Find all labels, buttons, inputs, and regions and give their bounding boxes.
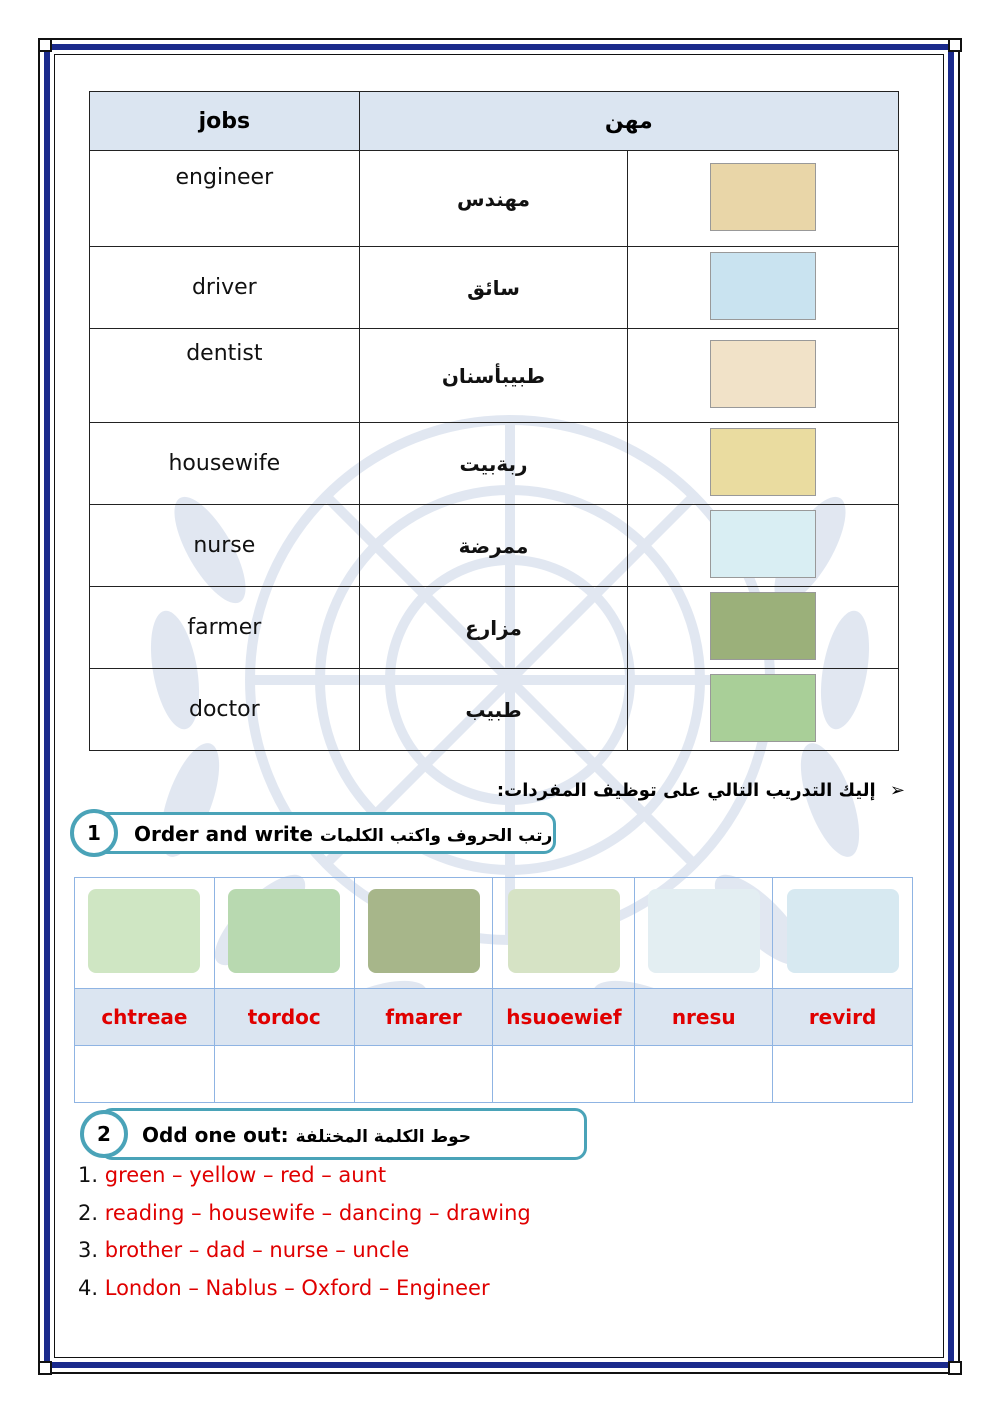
nurse-picture: [648, 889, 760, 973]
picture-cell: [773, 878, 913, 989]
table-row: [90, 505, 899, 587]
item-number: 3.: [78, 1238, 99, 1262]
driver-picture: [787, 889, 899, 973]
scrambled-word: nresu: [635, 989, 773, 1046]
corner-ornament: [948, 1361, 962, 1375]
picture-cell: [214, 878, 354, 989]
jobs-vocabulary-table: [89, 91, 899, 751]
word-english: dentist: [90, 329, 360, 423]
table-row: [90, 587, 899, 669]
driver-picture: [710, 252, 816, 320]
answer-field[interactable]: [214, 1046, 354, 1103]
table-row: [90, 329, 899, 423]
corner-ornament: [38, 1361, 52, 1375]
job-picture-cell: [628, 329, 899, 423]
exercise1-title-en: Order and write: [134, 822, 313, 846]
job-picture-cell: [628, 505, 899, 587]
word-arabic: سائق: [359, 247, 628, 329]
pictures-row: [75, 878, 913, 989]
corner-ornament: [948, 38, 962, 52]
odd-one-out-item: [78, 1201, 531, 1225]
word-arabic: ممرضة: [359, 505, 628, 587]
word-arabic: طبيب: [359, 669, 628, 751]
exercise2-title-ar: حوط الكلمة المختلفة: [295, 1127, 472, 1147]
item-words[interactable]: London – Nablus – Oxford – Engineer: [104, 1276, 490, 1300]
exercise2-title: [142, 1123, 471, 1147]
housewife-picture: [710, 428, 816, 496]
job-picture-cell: [628, 669, 899, 751]
table-row: [90, 247, 899, 329]
answer-field[interactable]: [493, 1046, 635, 1103]
word-english: doctor: [90, 669, 360, 751]
exercise-instruction: [497, 780, 905, 801]
engineer-picture: [710, 163, 816, 231]
scrambled-word: hsuoewief: [493, 989, 635, 1046]
exercise1-number-badge: 1: [70, 809, 118, 857]
odd-one-out-item: [78, 1238, 409, 1262]
scrambled-word: fmarer: [354, 989, 493, 1046]
job-picture-cell: [628, 247, 899, 329]
scrambled-words-row: [75, 989, 913, 1046]
item-words[interactable]: reading – housewife – dancing – drawing: [104, 1201, 531, 1225]
picture-cell: [635, 878, 773, 989]
header-jobs: jobs: [90, 92, 360, 151]
item-words[interactable]: green – yellow – red – aunt: [104, 1163, 387, 1187]
word-english: engineer: [90, 151, 360, 247]
arrow-bullet-icon: ➢: [889, 780, 905, 801]
word-arabic: مهندس: [359, 151, 628, 247]
exercise1-title: [134, 822, 552, 846]
scrambled-word: chtreae: [75, 989, 215, 1046]
picture-cell: [75, 878, 215, 989]
exercise2-title-en: Odd one out:: [142, 1123, 289, 1147]
odd-one-out-item: [78, 1276, 490, 1300]
scrambled-word: revird: [773, 989, 913, 1046]
word-arabic: طبيبأسنان: [359, 329, 628, 423]
instruction-text: إليك التدريب التالي على توظيف المفردات:: [496, 780, 876, 801]
item-number: 4.: [78, 1276, 99, 1300]
housewife-picture: [508, 889, 620, 973]
exercise2-number-badge: 2: [80, 1110, 128, 1158]
word-english: farmer: [90, 587, 360, 669]
job-picture-cell: [628, 151, 899, 247]
farmer-picture: [710, 592, 816, 660]
doctor-picture: [228, 889, 340, 973]
item-words[interactable]: brother – dad – nurse – uncle: [104, 1238, 410, 1262]
word-english: driver: [90, 247, 360, 329]
answer-field[interactable]: [75, 1046, 215, 1103]
item-number: 1.: [78, 1163, 99, 1187]
word-arabic: مزارع: [359, 587, 628, 669]
odd-one-out-item: [78, 1163, 386, 1187]
table-header-row: [90, 92, 899, 151]
word-english: nurse: [90, 505, 360, 587]
job-picture-cell: [628, 587, 899, 669]
table-row: [90, 669, 899, 751]
picture-cell: [493, 878, 635, 989]
table-row: [90, 423, 899, 505]
scrambled-word: tordoc: [214, 989, 354, 1046]
word-arabic: ربةبيت: [359, 423, 628, 505]
order-and-write-table: [74, 877, 913, 1103]
dentist-picture: [710, 340, 816, 408]
corner-ornament: [38, 38, 52, 52]
item-number: 2.: [78, 1201, 99, 1225]
word-english: housewife: [90, 423, 360, 505]
exercise1-title-ar: رتب الحروف واكتب الكلمات: [319, 826, 553, 846]
teacher-picture: [88, 889, 200, 973]
nurse-picture: [710, 510, 816, 578]
answer-field[interactable]: [354, 1046, 493, 1103]
farmer-picture: [368, 889, 480, 973]
job-picture-cell: [628, 423, 899, 505]
doctor-picture: [710, 674, 816, 742]
answer-field[interactable]: [773, 1046, 913, 1103]
table-row: [90, 151, 899, 247]
picture-cell: [354, 878, 493, 989]
answer-field[interactable]: [635, 1046, 773, 1103]
answer-row: [75, 1046, 913, 1103]
header-arabic: مهن: [359, 92, 898, 151]
